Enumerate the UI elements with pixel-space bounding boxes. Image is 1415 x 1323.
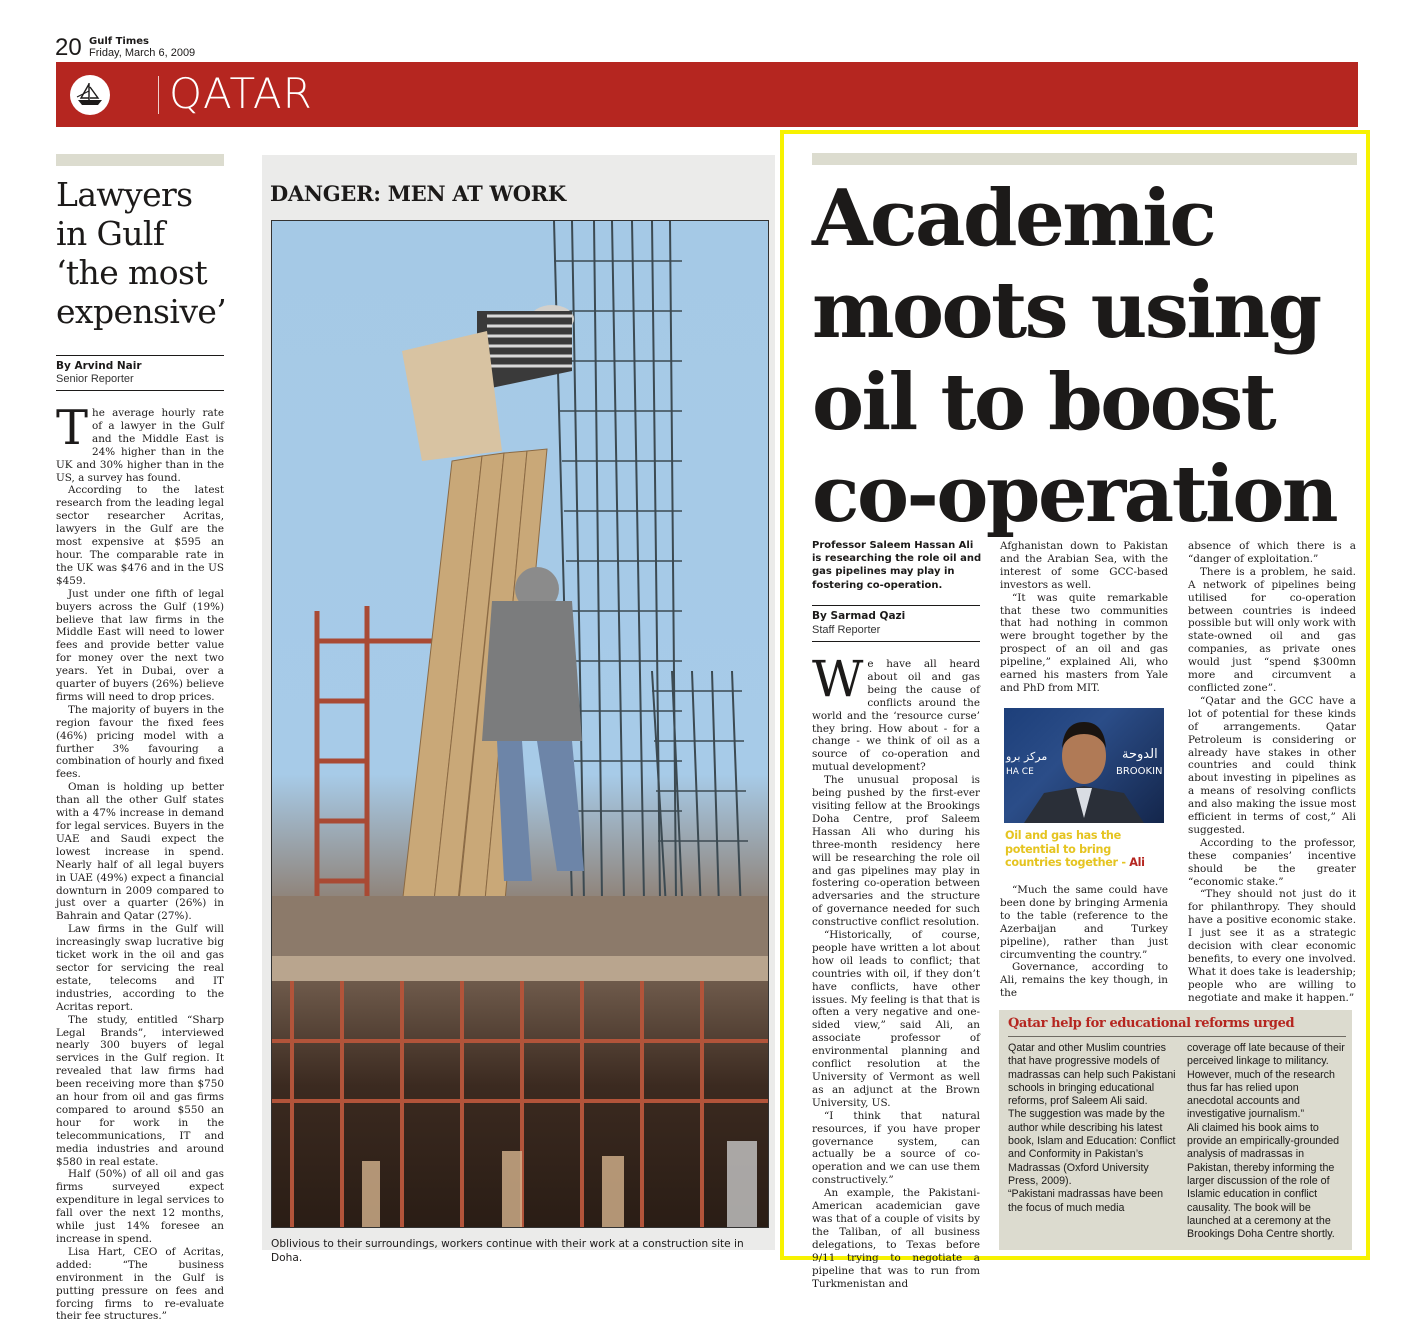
portrait-photo (1004, 708, 1164, 823)
paragraph: “I think that natural resources, if you have proper governance system, can actually be a source of co-operation and we can use them constructively.” (812, 1109, 980, 1187)
paragraph: The unusual proposal is being pushed by the first-ever visiting fellow at the Brookings Doha Centre, prof Saleem Hassan Ali who during his three-month residency here will be researching the role oil and gas pipelines may play in fostering co-operation between adversaries and the structure of governance needed for such constructive conflict resolution. (812, 774, 980, 929)
byline-rule-top (56, 355, 224, 356)
paragraph: Just under one fifth of legal buyers across the Gulf (19%) believe that law firms in the Middle East will need to lower fees and provide better value for money over the next two years. Yet in Dubai, over a quarter of buyers (26%) believe firms will need to drop prices. (56, 587, 224, 703)
paragraph: According to the latest research from the leading legal sector researcher Acritas, lawyers in the Gulf are the most expensive at $595 an hour. The comparable rate in the UK was $476 and in the US $459. (56, 484, 224, 587)
paragraph: The study, entitled “Sharp Legal Brands”, interviewed nearly 300 buyers of legal services in the Gulf region. It revealed that law firms had been receiving more than $750 an hour from oil and gas firms compared to around $550 an hour for work in the telecommunications, IT and media industries and around $580 in real estate. (56, 1013, 224, 1168)
construction-scene-icon (272, 221, 768, 1227)
sidebar-title: Qatar help for educational reforms urged (1008, 1016, 1295, 1031)
issue-date: Friday, March 6, 2009 (89, 47, 196, 59)
newspaper-name: Gulf Times (89, 36, 149, 47)
article-top-rule (812, 153, 1357, 165)
sidebar-col-1 (1008, 1042, 1180, 1215)
pull-quote-attribution: Ali (1129, 856, 1145, 869)
paragraph: Law firms in the Gulf will increasingly swap lucrative big ticket work in the oil and gas sector for servicing the real estate, telecoms and IT industries, according to the Acritas report. (56, 923, 224, 1013)
photo-caption: Oblivious to their surroundings, workers continue with their work at a construction site in Doha. (271, 1238, 744, 1264)
paragraph: The suggestion was made by the author while describing his latest book, Islam and Education: Conflict and Conformity in Pakistan’s Madrassas (Oxford University Press, 2009). (1008, 1108, 1176, 1187)
byline-rule-bottom (56, 390, 224, 391)
byline-rule-top (812, 605, 980, 606)
paragraph: “They should not just do it for philanthropy. They should have a positive economic stake. I just see it as a strategic decision with clear economic benefits, to every one involved. What it does take is leadership; people who are willing to negotiate and make it happen.” (1188, 888, 1356, 1004)
main-article-col-2-bottom (1000, 884, 1168, 1000)
sidebar-rule (1008, 1036, 1346, 1037)
paragraph: We have all heard about oil and gas being the cause of conflicts around the world and the ‘resource curse’ they bring. How about - for a change - we think of oil as a source of co-operation and mutual development? (812, 650, 980, 774)
main-article-col-3 (1188, 540, 1356, 1005)
paragraph: Ali claimed his book aims to provide an empirically-grounded analysis of madrassas in Pakistan, thereby informing the larger discussion of the role of Islamic education in conflict causality. The book will be launched at a ceremony at the Brookings Doha Centre shortly. (1187, 1121, 1340, 1241)
page-number: 20 (55, 34, 82, 61)
section-header-bar (56, 62, 1358, 127)
paragraph: “Historically, of course, people have written a lot about how oil leads to conflict; that countries with oil, if they don’t have conflicts, have other issues. My feeling is that that is often a very negative and one-sided view,” said Ali, an associate professor of environmental planning and conflict resolution at the University of Vermont as well as an adjunct at the Brown University, US. (812, 929, 980, 1109)
paragraph: Afghanistan down to Pakistan and the Arabian Sea, with the interest of some GCC-based investors as well. (1000, 540, 1168, 591)
paragraph: coverage off late because of their perceived linkage to militancy. However, much of the research thus far has relied upon anecdotal accounts and investigative journalism.” (1187, 1042, 1345, 1121)
construction-photo (271, 220, 769, 1228)
paragraph: An example, the Pakistani-American academician gave was that of a couple of visits by the Taliban, of all business delegations, to Texas before 9/11 trying to negotiate a pipeline that was to run from Turkmenistan and (812, 1187, 980, 1290)
paragraph: There is a problem, he said. A network of pipelines being utilised for co-operation between countries is indeed possible but will only work with state-owned oil and gas companies, as private ones would just “spend $300mn more and circumvent a conflicted zone”. (1188, 565, 1356, 694)
sidebar-box (999, 1010, 1352, 1250)
paragraph: absence of which there is a “danger of exploitation.” (1188, 540, 1356, 565)
section-title: QATAR (169, 69, 313, 118)
left-article-body (56, 400, 224, 1323)
paragraph: “Pakistani madrassas have been the focus of much media (1008, 1188, 1164, 1214)
svg-text:مركز برو: مركز برو (1006, 750, 1048, 763)
main-article-headline: Academic moots using oil to boost co-operation (812, 173, 1337, 540)
paragraph: Lisa Hart, CEO of Acritas, added: “The business environment in the Gulf is putting pressure on fees and forcing firms to re-evaluate their fee structures.” (56, 1245, 224, 1323)
main-byline-role: Staff Reporter (812, 624, 881, 636)
paragraph: Qatar and other Muslim countries that have progressive models of madrassas can help such Pakistani schools in bringing educational reforms, prof Saleem Ali said. (1008, 1042, 1176, 1108)
main-byline-name: By Sarmad Qazi (812, 610, 906, 622)
paragraph: “Much the same could have been done by bringing Armenia to the table (reference to the Azerbaijan and Turkey pipeline), rather than just circumventing the country.” (1000, 884, 1168, 961)
photo-feature-title: DANGER: MEN AT WORK (270, 181, 566, 206)
main-article-col-1 (812, 650, 980, 1290)
svg-text:BROOKIN: BROOKIN (1116, 766, 1163, 777)
left-byline-role: Senior Reporter (56, 373, 134, 385)
main-article-col-2-top (1000, 540, 1168, 695)
article-standfirst: Professor Saleem Hassan Ali is researching the role oil and gas pipelines may play in fostering co-operation. (812, 540, 982, 591)
paragraph: “It was quite remarkable that these two communities that had nothing in common were brought together by the prospect of an oil and gas pipeline,” explained Ali, who earned his masters from Yale and PhD from MIT. (1000, 591, 1168, 694)
dhow-boat-logo-icon (70, 75, 110, 115)
dropcap: W (812, 650, 864, 708)
paragraph: “Qatar and the GCC have a lot of potential for these kinds of arrangements. Qatar Petroleum is considering or already have stakes in other countries and could think about investing in pipelines as a means of resolving conflicts and also making the issue most efficient in terms of cost,” Ali suggested. (1188, 694, 1356, 836)
byline-rule-bottom (812, 641, 980, 642)
paragraph: According to the professor, these companies’ incentive should be the greater “economic stake.” (1188, 836, 1356, 888)
dropcap: T (56, 400, 89, 456)
column-top-rule (56, 154, 224, 166)
paragraph: Oman is holding up better than all the other Gulf states with a 47% increase in demand for legal services. Buyers in the UAE and Saudi expect the lowest increase in spend. Nearly half of all legal buyers in UAE (49%) expect a financial downturn in 2009 compared to just over a quarter (26%) in Bahrain and Qatar (27%). (56, 781, 224, 923)
svg-text:HA CE: HA CE (1006, 767, 1034, 777)
portrait-person-icon (1004, 708, 1164, 823)
paragraph: The average hourly rate of a lawyer in the Gulf and the Middle East is 24% higher than in the UK and 30% higher than in the US, a survey has found. (56, 400, 224, 484)
photo-feature-panel (262, 155, 775, 1264)
paragraph: Governance, according to Ali, remains the key though, in the (1000, 961, 1168, 1000)
left-article-headline: Lawyers in Gulf ‘the most expensive’ (56, 175, 227, 331)
paragraph: The majority of buyers in the region favour the fixed fees (46%) pricing model with a further 3% favouring a combination of hourly and fixed fees. (56, 703, 224, 781)
paragraph: Half (50%) of all oil and gas firms surveyed expect expenditure in legal services to fall over the next 12 months, while just 14% foresee an increase in spend. (56, 1168, 224, 1245)
svg-text:الدوحة: الدوحة (1122, 747, 1158, 762)
section-divider (158, 76, 159, 114)
left-byline-name: By Arvind Nair (56, 360, 142, 372)
pull-quote: Oil and gas has the potential to bring countries together - Ali (1005, 829, 1145, 869)
sidebar-col-2 (1187, 1042, 1347, 1241)
